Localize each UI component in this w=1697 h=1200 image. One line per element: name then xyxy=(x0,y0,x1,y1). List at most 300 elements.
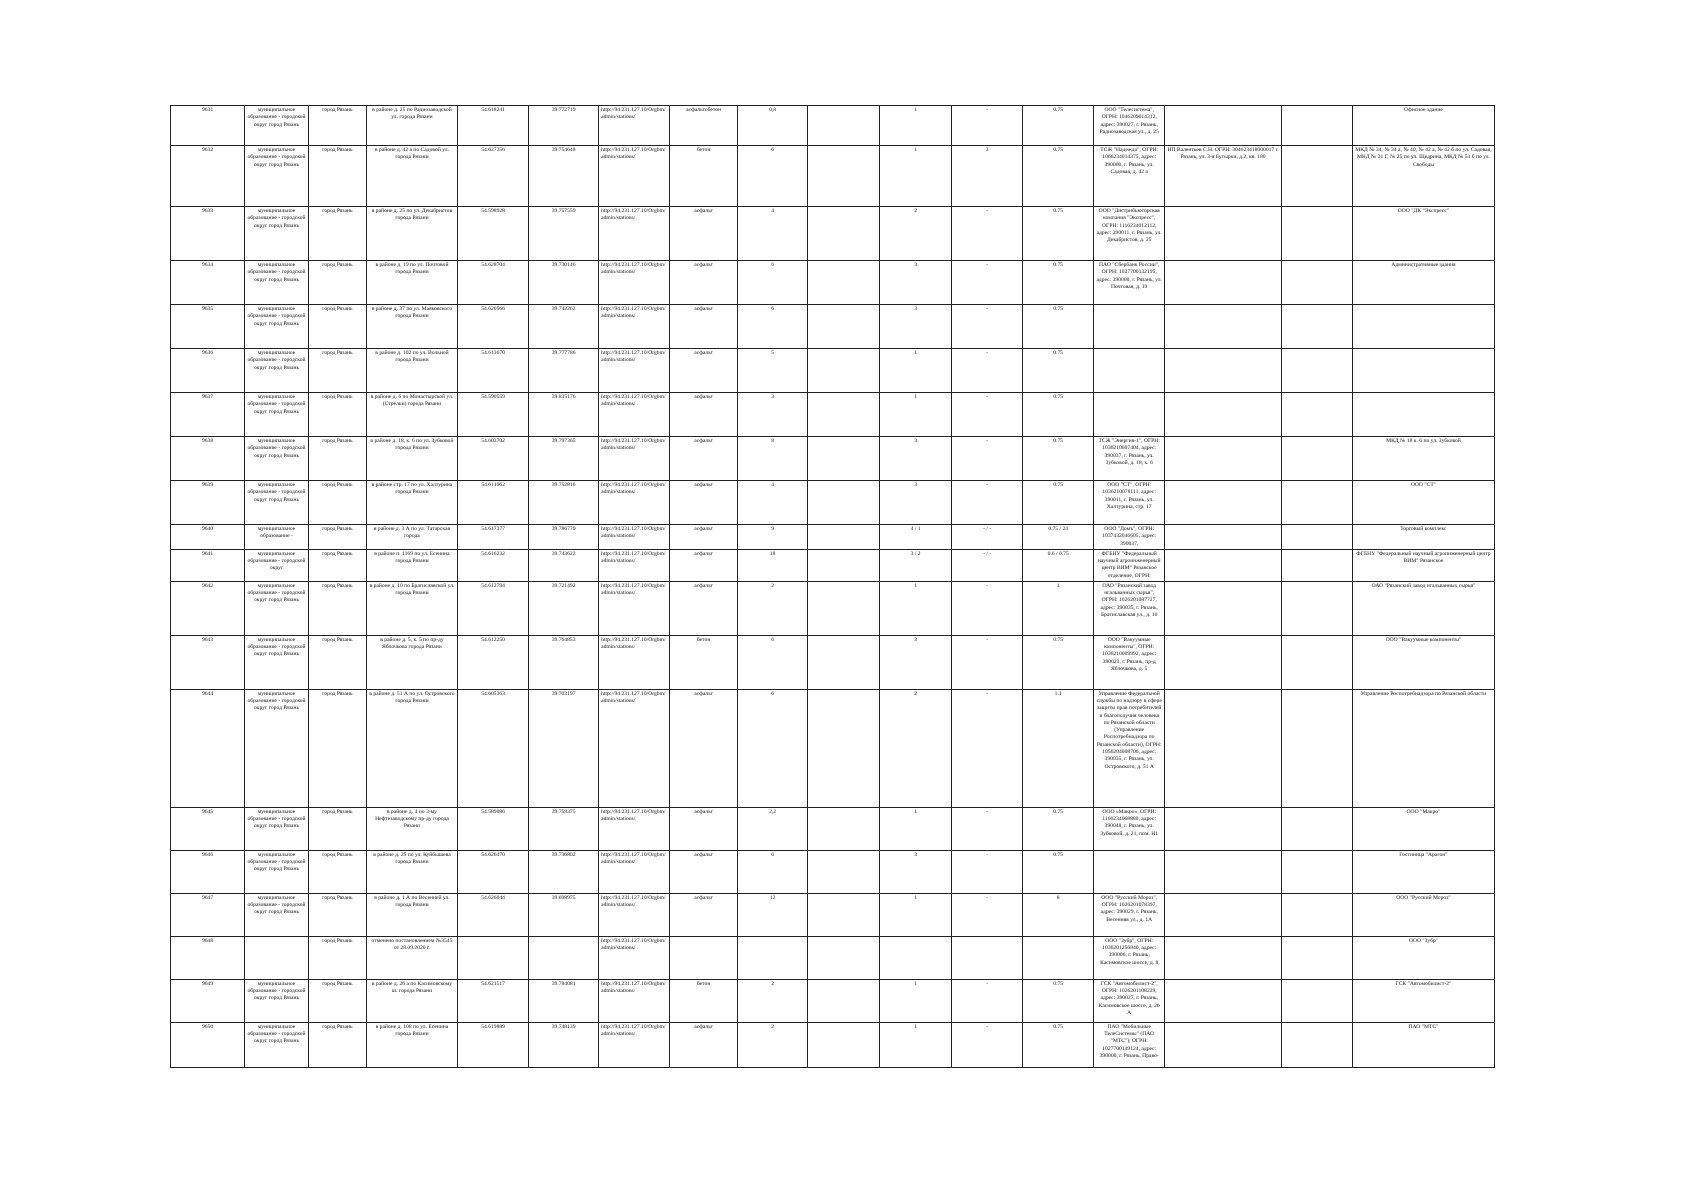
operator-cell xyxy=(1165,635,1282,689)
area-cell: 2 xyxy=(738,1022,808,1067)
served-objects-cell: Офисное здание xyxy=(1352,106,1494,146)
container-count-cell: 1 xyxy=(880,581,952,635)
served-objects-cell xyxy=(1352,393,1494,437)
area-cell: 9 xyxy=(738,525,808,550)
operator-cell xyxy=(1165,936,1282,979)
latitude-cell: 54.598928 xyxy=(458,207,529,261)
surface-cell: асфальт xyxy=(670,481,738,525)
area-cell: 6 xyxy=(738,261,808,305)
volume-cell: 0.75 xyxy=(1023,305,1094,349)
latitude-cell: 54.589086 xyxy=(458,807,529,850)
row-number: 9641 xyxy=(171,549,245,581)
address-cell: в районе д. 4 по 3-му Нефтезаводскому пр-ду города Рязани xyxy=(366,807,457,850)
operator-cell xyxy=(1165,549,1282,581)
longitude-cell: 39.786779 xyxy=(529,525,599,550)
volume-cell: 0.75 xyxy=(1023,349,1094,393)
volume-cell: 8 xyxy=(1023,893,1094,936)
row-number: 9647 xyxy=(171,893,245,936)
municipality-cell: муниципальное образование - городской округ город Рязань xyxy=(245,807,309,850)
address-cell: отменено постановлением №3545 от 28.09.2020 г. xyxy=(366,936,457,979)
served-objects-cell xyxy=(1352,349,1494,393)
container-count-cell: 3 xyxy=(880,437,952,481)
area-cell: 6 xyxy=(738,146,808,207)
container-count-cell: 1 xyxy=(880,893,952,936)
operator-cell xyxy=(1165,893,1282,936)
operator-cell xyxy=(1165,525,1282,550)
address-cell: в районе д. 3 А по ул. Татарская города xyxy=(366,525,457,550)
container-sites-table xyxy=(170,105,1495,1068)
table-row xyxy=(171,106,1495,146)
row-number: 9644 xyxy=(171,689,245,807)
address-cell: в районе д. 37 по ул. Маяковского города Рязани xyxy=(366,305,457,349)
planned-count-cell: - xyxy=(952,581,1023,635)
surface-cell: асфальт xyxy=(670,1022,738,1067)
city-cell: город Рязань xyxy=(308,349,366,393)
row-number: 9637 xyxy=(171,393,245,437)
latitude-cell: 54.617377 xyxy=(458,525,529,550)
planned-count-cell: 3 xyxy=(952,146,1023,207)
blank-cell xyxy=(808,349,880,393)
longitude-cell: 39.736802 xyxy=(529,850,599,893)
row-number: 9634 xyxy=(171,261,245,305)
surface-cell: асфальт xyxy=(670,393,738,437)
blank-cell xyxy=(1281,437,1352,481)
blank-cell xyxy=(808,635,880,689)
operator-cell xyxy=(1165,979,1282,1022)
map-link-cell: http://94.231.127.10/Orgbm/admin/stations/ xyxy=(599,979,670,1022)
surface-cell: бетон xyxy=(670,146,738,207)
surface-cell: асфальт xyxy=(670,305,738,349)
address-cell: в районе д. 25 по Радиозаводской ул. города Рязани xyxy=(366,106,457,146)
latitude-cell: 54.612794 xyxy=(458,581,529,635)
owner-cell: ПАО "Сбербанк России", ОГРН: 1027700132195, адрес: 390000, г. Рязань, ул. Почтовая, д. 19 xyxy=(1094,261,1165,305)
volume-cell: 0.6 / 0.75 xyxy=(1023,549,1094,581)
volume-cell: 0.75 xyxy=(1023,393,1094,437)
longitude-cell: 39.721492 xyxy=(529,581,599,635)
owner-cell xyxy=(1094,349,1165,393)
area-cell: 2 xyxy=(738,979,808,1022)
row-number: 9638 xyxy=(171,437,245,481)
address-cell: в районе д. 25 по ул. Куйбышева города Рязани xyxy=(366,850,457,893)
table-row xyxy=(171,689,1495,807)
municipality-cell: муниципальное образование - городской округ город Рязань xyxy=(245,893,309,936)
planned-count-cell: - xyxy=(952,349,1023,393)
row-number: 9648 xyxy=(171,936,245,979)
owner-cell xyxy=(1094,305,1165,349)
blank-cell xyxy=(1281,581,1352,635)
owner-cell: ООО «Макро», ОГРН: 1166234068880, адрес: 390048, г. Рязань, ул. Зубковой, д. 21, пом. Н1 xyxy=(1094,807,1165,850)
map-link-cell: http://94.231.127.10/Orgbm/admin/stations/ xyxy=(599,261,670,305)
served-objects-cell: ФГБНУ "Федеральный научный агроинженерный центр ВИМ" Рязанское xyxy=(1352,549,1494,581)
municipality-cell: муниципальное образование - городской округ город Рязань xyxy=(245,635,309,689)
address-cell: в районе д. 1 А по Весенней ул. города Рязани xyxy=(366,893,457,936)
blank-cell xyxy=(808,807,880,850)
municipality-cell: муниципальное образование - городской округ город Рязань xyxy=(245,146,309,207)
planned-count-cell: - xyxy=(952,689,1023,807)
owner-cell: ООО "Телесистема", ОГРН: 1046209014312, адрес: 390027, г. Рязань, Радиозаводская ул., д. 25 xyxy=(1094,106,1165,146)
surface-cell: асфальт xyxy=(670,261,738,305)
row-number: 9635 xyxy=(171,305,245,349)
blank-cell xyxy=(808,146,880,207)
longitude-cell: 39.743622 xyxy=(529,549,599,581)
owner-cell: ООО "Зубр", ОГРН: 1036201256840, адрес: 390006, г. Рязань, Касимовское шоссе, д. 8 xyxy=(1094,936,1165,979)
owner-cell: ФГБНУ "Федеральный научный агроинженерный центр ВИМ" Рязанское отделение, ОГРН: xyxy=(1094,549,1165,581)
area-cell: 0,8 xyxy=(738,106,808,146)
owner-cell: ПАО "Мобильные ТелеСистемы" (ПАО "МТС"), ОГРН: 1027700149124, адрес: 390000, г. Рязань, Право- xyxy=(1094,1022,1165,1067)
volume-cell: 0.75 / 24 xyxy=(1023,525,1094,550)
city-cell: город Рязань xyxy=(308,936,366,979)
served-objects-cell: Торговый комплекс xyxy=(1352,525,1494,550)
planned-count-cell xyxy=(952,936,1023,979)
surface-cell: асфальтобетон xyxy=(670,106,738,146)
longitude-cell: 39.742262 xyxy=(529,305,599,349)
city-cell: город Рязань xyxy=(308,305,366,349)
latitude-cell: 54.611662 xyxy=(458,481,529,525)
owner-cell: ООО "Домъ", ОГРН: 1037432046605, адрес: 390037, xyxy=(1094,525,1165,550)
area-cell xyxy=(738,936,808,979)
volume-cell: 0.75 xyxy=(1023,850,1094,893)
city-cell: город Рязань xyxy=(308,850,366,893)
city-cell: город Рязань xyxy=(308,525,366,550)
area-cell: 12 xyxy=(738,893,808,936)
area-cell: 8 xyxy=(738,437,808,481)
city-cell: город Рязань xyxy=(308,893,366,936)
latitude-cell: 54.605363 xyxy=(458,689,529,807)
table-body xyxy=(171,106,1495,1068)
row-number: 9650 xyxy=(171,1022,245,1067)
blank-cell xyxy=(1281,979,1352,1022)
table-row xyxy=(171,635,1495,689)
map-link-cell: http://94.231.127.10/Orgbm/admin/stations/ xyxy=(599,936,670,979)
area-cell: 6 xyxy=(738,305,808,349)
address-cell: в районе д. 42 а по Садовой ул. города Рязани xyxy=(366,146,457,207)
municipality-cell: муниципальное образование - городской округ город Рязань xyxy=(245,349,309,393)
container-count-cell: 1 xyxy=(880,106,952,146)
blank-cell xyxy=(1281,207,1352,261)
served-objects-cell: ПАО "МТС" xyxy=(1352,1022,1494,1067)
address-cell: в районе д. 18, к. 6 по ул. Зубковой города Рязани xyxy=(366,437,457,481)
longitude-cell: 39.698975 xyxy=(529,893,599,936)
city-cell: город Рязань xyxy=(308,807,366,850)
blank-cell xyxy=(1281,635,1352,689)
blank-cell xyxy=(1281,893,1352,936)
volume-cell: 0.75 xyxy=(1023,481,1094,525)
municipality-cell: муниципальное образование - городской округ город Рязань xyxy=(245,106,309,146)
municipality-cell: муниципальное образование - городской округ город Рязань xyxy=(245,979,309,1022)
served-objects-cell xyxy=(1352,305,1494,349)
planned-count-cell: - xyxy=(952,437,1023,481)
owner-cell: ООО "Вакуумные компоненты", ОГРН: 1036210009992, адрес: 390023, г. Рязань, пр-д Яблочкова, д. 5 xyxy=(1094,635,1165,689)
blank-cell xyxy=(808,305,880,349)
latitude-cell: 54.620566 xyxy=(458,305,529,349)
volume-cell: 0.75 xyxy=(1023,635,1094,689)
city-cell: город Рязань xyxy=(308,146,366,207)
table-row xyxy=(171,349,1495,393)
operator-cell xyxy=(1165,305,1282,349)
latitude-cell: 54.621517 xyxy=(458,979,529,1022)
volume-cell: 1.1 xyxy=(1023,689,1094,807)
operator-cell xyxy=(1165,437,1282,481)
blank-cell xyxy=(808,936,880,979)
table-row xyxy=(171,207,1495,261)
blank-cell xyxy=(1281,1022,1352,1067)
operator-cell xyxy=(1165,689,1282,807)
address-cell: в районе д. 102 по ул. Вольной города Рязани xyxy=(366,349,457,393)
city-cell: город Рязань xyxy=(308,549,366,581)
container-count-cell: 1 xyxy=(880,807,952,850)
latitude-cell xyxy=(458,936,529,979)
surface-cell: асфальт xyxy=(670,581,738,635)
address-cell: в районе д. 51 А по ул. Островского города Рязани xyxy=(366,689,457,807)
longitude-cell: 39.748139 xyxy=(529,1022,599,1067)
owner-cell: ТСЖ "Надежда", ОГРН: 1066234014375, адрес: 390000, г. Рязань, ул. Садовая, д. 42 а xyxy=(1094,146,1165,207)
planned-count-cell: - xyxy=(952,850,1023,893)
container-count-cell: 3 xyxy=(880,305,952,349)
row-number: 9642 xyxy=(171,581,245,635)
blank-cell xyxy=(1281,850,1352,893)
municipality-cell: муниципальное образование - городской округ город Рязань xyxy=(245,481,309,525)
blank-cell xyxy=(808,106,880,146)
volume-cell: 0.75 xyxy=(1023,106,1094,146)
municipality-cell: муниципальное образование - городской округ xyxy=(245,549,309,581)
volume-cell: 0.75 xyxy=(1023,207,1094,261)
table-row xyxy=(171,581,1495,635)
map-link-cell: http://94.231.127.10/Orgbm/admin/stations/ xyxy=(599,807,670,850)
owner-cell xyxy=(1094,850,1165,893)
area-cell: 6 xyxy=(738,689,808,807)
volume-cell: 0.75 xyxy=(1023,261,1094,305)
surface-cell: асфальт xyxy=(670,207,738,261)
owner-cell: ООО "Дистрибьюторская компания "Экспресс", ОГРН: 1116234012112, адрес: 390011, г. Рязань, ул. Декабристов, д. 25 xyxy=(1094,207,1165,261)
blank-cell xyxy=(808,689,880,807)
owner-cell: ООО "Русский Мороз", ОГРН: 1026201078397, адрес: 390029, г. Рязань, Весенняя ул., д. 1А xyxy=(1094,893,1165,936)
area-cell: 18 xyxy=(738,549,808,581)
served-objects-cell: ГСК "Автомобилист-2" xyxy=(1352,979,1494,1022)
address-cell: в районе д. 26 а по Касимовскому ш. города Рязани xyxy=(366,979,457,1022)
latitude-cell: 54.626470 xyxy=(458,850,529,893)
operator-cell xyxy=(1165,807,1282,850)
area-cell: 2 xyxy=(738,581,808,635)
container-count-cell: 1 xyxy=(880,146,952,207)
city-cell: город Рязань xyxy=(308,689,366,807)
table-row xyxy=(171,437,1495,481)
blank-cell xyxy=(1281,393,1352,437)
municipality-cell: муниципальное образование - городской округ город Рязань xyxy=(245,581,309,635)
planned-count-cell: - xyxy=(952,893,1023,936)
blank-cell xyxy=(808,979,880,1022)
address-cell: в районе д. 25 по ул. Декабристов города Рязани xyxy=(366,207,457,261)
planned-count-cell: - / - xyxy=(952,549,1023,581)
blank-cell xyxy=(1281,936,1352,979)
blank-cell xyxy=(1281,349,1352,393)
row-number: 9639 xyxy=(171,481,245,525)
row-number: 9632 xyxy=(171,146,245,207)
surface-cell: асфальт xyxy=(670,349,738,393)
surface-cell: асфальт xyxy=(670,549,738,581)
address-cell: в районе д. 10 по Братиславской ул. города Рязани xyxy=(366,581,457,635)
area-cell: 6 xyxy=(738,850,808,893)
table-row xyxy=(171,893,1495,936)
volume-cell: 0.75 xyxy=(1023,437,1094,481)
longitude-cell: 39.754648 xyxy=(529,146,599,207)
table-row xyxy=(171,807,1495,850)
operator-cell: ИП Валентьев С.Н. ОГРН: 304623418000017 г. Рязань, ул. 3-я Бутырки, д.2, кв. 180 xyxy=(1165,146,1282,207)
blank-cell xyxy=(808,1022,880,1067)
table-row xyxy=(171,525,1495,550)
operator-cell xyxy=(1165,106,1282,146)
latitude-cell: 54.619889 xyxy=(458,1022,529,1067)
blank-cell xyxy=(808,581,880,635)
map-link-cell: http://94.231.127.10/Orgbm/admin/stations/ xyxy=(599,437,670,481)
surface-cell: асфальт xyxy=(670,893,738,936)
surface-cell: асфальт xyxy=(670,437,738,481)
served-objects-cell: ООО "Зубр" xyxy=(1352,936,1494,979)
container-count-cell: 3 xyxy=(880,850,952,893)
operator-cell xyxy=(1165,481,1282,525)
served-objects-cell: ООО "Русский Мороз" xyxy=(1352,893,1494,936)
city-cell: город Рязань xyxy=(308,1022,366,1067)
row-number: 9645 xyxy=(171,807,245,850)
surface-cell: асфальт xyxy=(670,850,738,893)
table-row xyxy=(171,393,1495,437)
blank-cell xyxy=(1281,807,1352,850)
address-cell: в районе стр. 17 по ул. Халтурина города Рязани xyxy=(366,481,457,525)
map-link-cell: http://94.231.127.10/Orgbm/admin/stations/ xyxy=(599,1022,670,1067)
longitude-cell xyxy=(529,936,599,979)
registry-table-page xyxy=(170,105,1495,1068)
longitude-cell: 39.835176 xyxy=(529,393,599,437)
map-link-cell: http://94.231.127.10/Orgbm/admin/stations/ xyxy=(599,893,670,936)
planned-count-cell: - xyxy=(952,106,1023,146)
area-cell: 4 xyxy=(738,207,808,261)
row-number: 9643 xyxy=(171,635,245,689)
surface-cell xyxy=(670,936,738,979)
served-objects-cell: Гостиница "Арагон" xyxy=(1352,850,1494,893)
municipality-cell: муниципальное образование - городской округ город Рязань xyxy=(245,207,309,261)
municipality-cell: муниципальное образование - городской округ город Рязань xyxy=(245,1022,309,1067)
latitude-cell: 54.627256 xyxy=(458,146,529,207)
longitude-cell: 39.764853 xyxy=(529,635,599,689)
city-cell: город Рязань xyxy=(308,261,366,305)
blank-cell xyxy=(808,393,880,437)
row-number: 9640 xyxy=(171,525,245,550)
table-row xyxy=(171,146,1495,207)
latitude-cell: 54.626044 xyxy=(458,893,529,936)
blank-cell xyxy=(808,481,880,525)
municipality-cell: муниципальное образование - городской округ город Рязань xyxy=(245,393,309,437)
area-cell: 5 xyxy=(738,349,808,393)
blank-cell xyxy=(1281,481,1352,525)
served-objects-cell: Административные здания xyxy=(1352,261,1494,305)
map-link-cell: http://94.231.127.10/Orgbm/admin/stations/ xyxy=(599,689,670,807)
latitude-cell: 54.612250 xyxy=(458,635,529,689)
row-number: 9646 xyxy=(171,850,245,893)
municipality-cell: муниципальное образование - городской округ город Рязань xyxy=(245,689,309,807)
blank-cell xyxy=(808,437,880,481)
blank-cell xyxy=(808,525,880,550)
latitude-cell: 54.616232 xyxy=(458,549,529,581)
municipality-cell: муниципальное образование - городской округ город Рязань xyxy=(245,850,309,893)
surface-cell: асфальт xyxy=(670,689,738,807)
municipality-cell xyxy=(245,936,309,979)
longitude-cell: 39.777786 xyxy=(529,349,599,393)
operator-cell xyxy=(1165,850,1282,893)
surface-cell: асфальт xyxy=(670,525,738,550)
area-cell: 6 xyxy=(738,635,808,689)
table-row xyxy=(171,1022,1495,1067)
container-count-cell: 1 xyxy=(880,979,952,1022)
map-link-cell: http://94.231.127.10/Orgbm/admin/stations/ xyxy=(599,481,670,525)
latitude-cell: 54.618241 xyxy=(458,106,529,146)
surface-cell: асфальт xyxy=(670,807,738,850)
city-cell: город Рязань xyxy=(308,437,366,481)
volume-cell: 0.75 xyxy=(1023,1022,1094,1067)
table-row xyxy=(171,936,1495,979)
blank-cell xyxy=(1281,261,1352,305)
planned-count-cell: - xyxy=(952,261,1023,305)
blank-cell xyxy=(808,207,880,261)
blank-cell xyxy=(808,261,880,305)
longitude-cell: 39.752816 xyxy=(529,481,599,525)
container-count-cell: 2 xyxy=(880,689,952,807)
owner-cell: ТСЖ "Энергия-1", ОГРН: 1036210007404, адрес: 390037, г. Рязань, ул. Зубковой, д. 18, к. 6 xyxy=(1094,437,1165,481)
blank-cell xyxy=(808,549,880,581)
blank-cell xyxy=(1281,305,1352,349)
volume-cell: 1 xyxy=(1023,581,1094,635)
area-cell: 2,2 xyxy=(738,807,808,850)
operator-cell xyxy=(1165,393,1282,437)
row-number: 9631 xyxy=(171,106,245,146)
latitude-cell: 54.628704 xyxy=(458,261,529,305)
map-link-cell: http://94.231.127.10/Orgbm/admin/stations/ xyxy=(599,635,670,689)
map-link-cell: http://94.231.127.10/Orgbm/admin/stations/ xyxy=(599,525,670,550)
planned-count-cell: - xyxy=(952,305,1023,349)
blank-cell xyxy=(1281,525,1352,550)
city-cell: город Рязань xyxy=(308,207,366,261)
operator-cell xyxy=(1165,261,1282,305)
map-link-cell: http://94.231.127.10/Orgbm/admin/stations/ xyxy=(599,349,670,393)
operator-cell xyxy=(1165,581,1282,635)
volume-cell xyxy=(1023,936,1094,979)
planned-count-cell: - xyxy=(952,393,1023,437)
address-cell: в районе п. 1169 по ул. Есенина города Рязани xyxy=(366,549,457,581)
operator-cell xyxy=(1165,1022,1282,1067)
table-row xyxy=(171,305,1495,349)
row-number: 9649 xyxy=(171,979,245,1022)
owner-cell: ГСК "Автомобилист-2", ОГРН: 1026201108229, адрес: 390027, г. Рязань, Касимовское шоссе, д. 26 А xyxy=(1094,979,1165,1022)
owner-cell: ОАО "Рязанский завод игальванных сырья", ОГРН: 1026201087727, адрес: 390035, г. Рязань, Братиславская ул., д. 10 xyxy=(1094,581,1165,635)
table-row xyxy=(171,481,1495,525)
container-count-cell: 3 xyxy=(880,481,952,525)
row-number: 9636 xyxy=(171,349,245,393)
blank-cell xyxy=(1281,689,1352,807)
operator-cell xyxy=(1165,349,1282,393)
map-link-cell: http://94.231.127.10/Orgbm/admin/stations/ xyxy=(599,146,670,207)
volume-cell: 0.75 xyxy=(1023,146,1094,207)
planned-count-cell: - xyxy=(952,807,1023,850)
served-objects-cell: ООО "Вакуумные компоненты" xyxy=(1352,635,1494,689)
planned-count-cell: - xyxy=(952,635,1023,689)
latitude-cell: 54.613670 xyxy=(458,349,529,393)
served-objects-cell: ОАО "Рязанский завод игальванных сырья" xyxy=(1352,581,1494,635)
area-cell: 3 xyxy=(738,393,808,437)
container-count-cell: 2 xyxy=(880,207,952,261)
container-count-cell: 1 xyxy=(880,393,952,437)
longitude-cell: 39.703197 xyxy=(529,689,599,807)
map-link-cell: http://94.231.127.10/Orgbm/admin/stations/ xyxy=(599,106,670,146)
blank-cell xyxy=(808,850,880,893)
surface-cell: бетон xyxy=(670,979,738,1022)
